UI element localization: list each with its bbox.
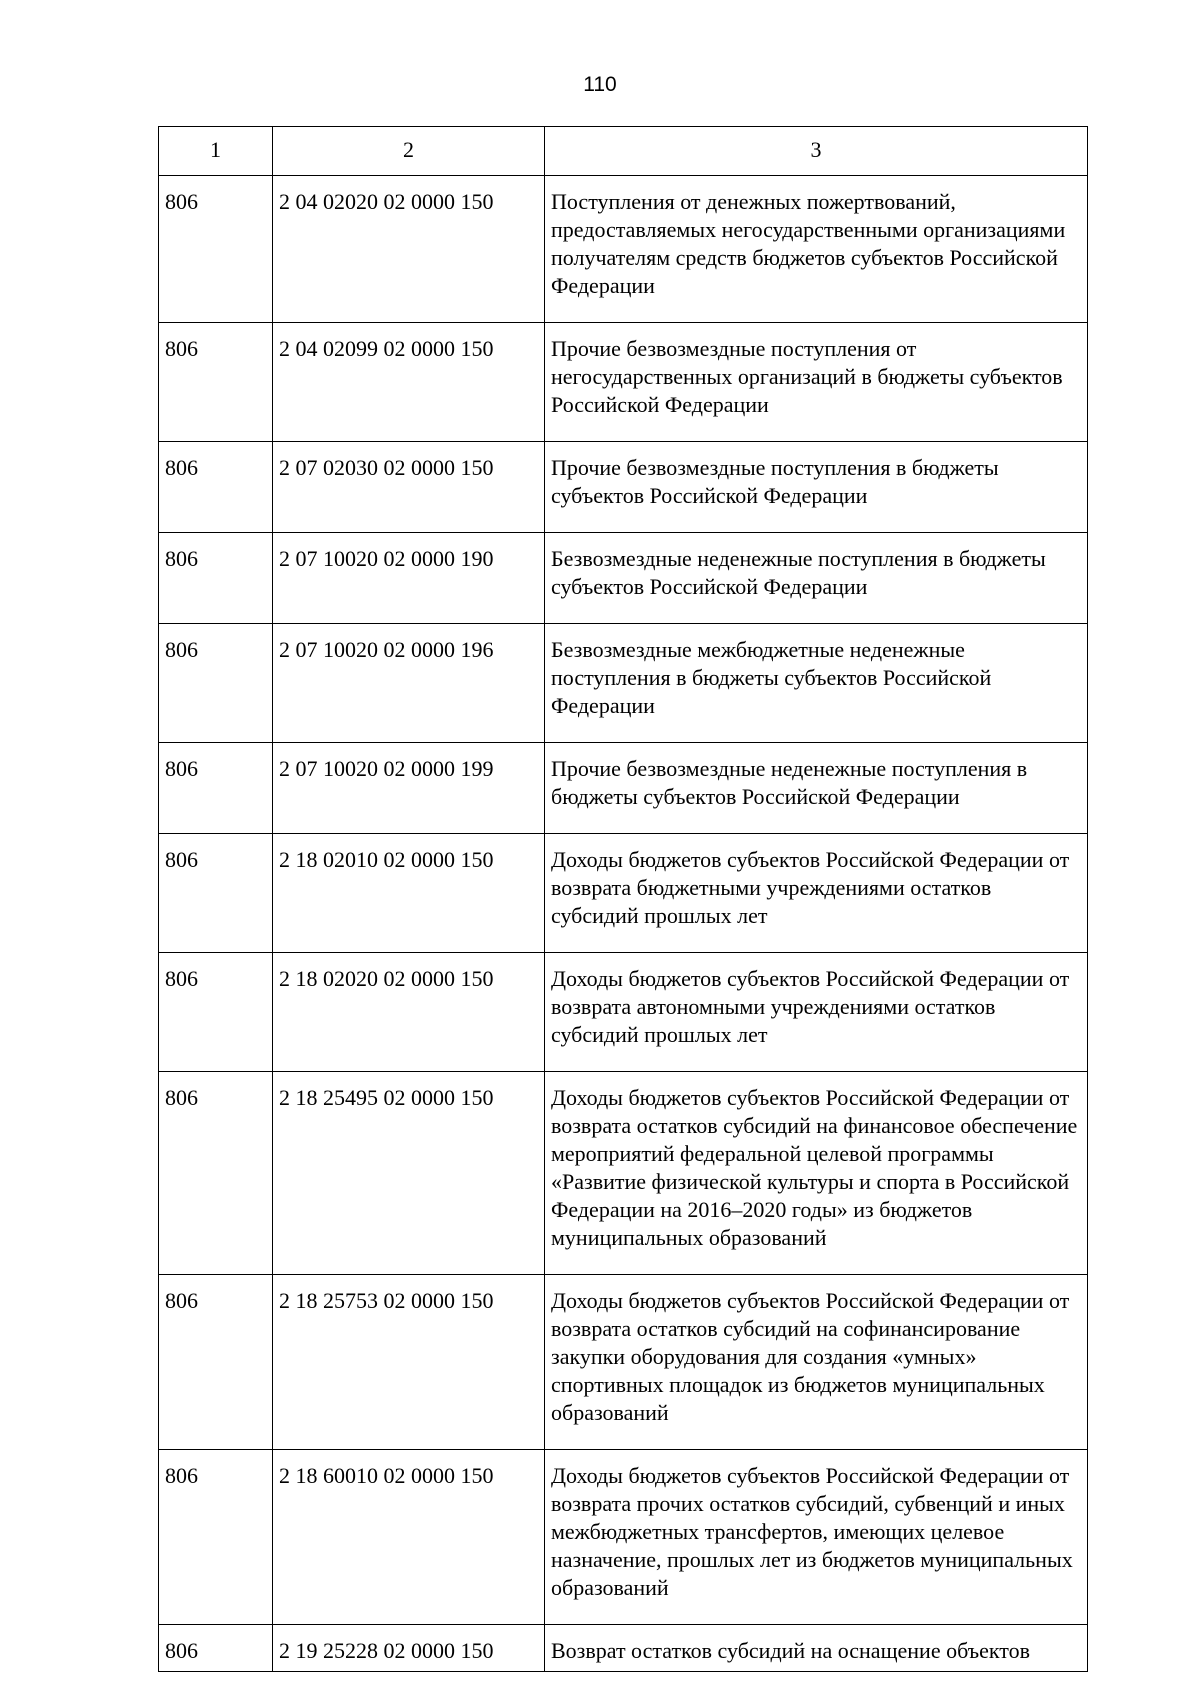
- revenue-name-cell: Прочие безвозмездные неденежные поступления в бюджеты субъектов Российской Федерации: [545, 743, 1088, 834]
- revenue-code-cell: 2 18 25495 02 0000 150: [273, 1072, 545, 1275]
- table-row: [159, 442, 1088, 533]
- table-row: [159, 624, 1088, 743]
- revenue-code-cell: 2 04 02020 02 0000 150: [273, 176, 545, 323]
- admin-code-cell: 806: [159, 953, 273, 1072]
- table-row: [159, 176, 1088, 323]
- table-row: [159, 533, 1088, 624]
- revenue-code-cell: 2 18 02020 02 0000 150: [273, 953, 545, 1072]
- table-row: [159, 323, 1088, 442]
- table-header: [159, 127, 1088, 176]
- revenue-name-cell: Доходы бюджетов субъектов Российской Федерации от возврата автономными учреждениями остатков субсидий прошлых лет: [545, 953, 1088, 1072]
- admin-code-cell: 806: [159, 1625, 273, 1672]
- admin-code-cell: 806: [159, 624, 273, 743]
- table-row: [159, 1072, 1088, 1275]
- revenue-code-cell: 2 18 25753 02 0000 150: [273, 1275, 545, 1450]
- revenue-code-cell: 2 07 10020 02 0000 196: [273, 624, 545, 743]
- column-header-3: 3: [545, 127, 1088, 176]
- admin-code-cell: 806: [159, 176, 273, 323]
- revenue-codes-table: [158, 126, 1088, 1672]
- revenue-name-cell: Доходы бюджетов субъектов Российской Федерации от возврата бюджетными учреждениями остатков субсидий прошлых лет: [545, 834, 1088, 953]
- admin-code-cell: 806: [159, 743, 273, 834]
- table-row: [159, 1450, 1088, 1625]
- header-row: [159, 127, 1088, 176]
- revenue-name-cell: Безвозмездные неденежные поступления в бюджеты субъектов Российской Федерации: [545, 533, 1088, 624]
- revenue-code-cell: 2 18 60010 02 0000 150: [273, 1450, 545, 1625]
- revenue-code-cell: 2 18 02010 02 0000 150: [273, 834, 545, 953]
- revenue-code-cell: 2 07 10020 02 0000 190: [273, 533, 545, 624]
- table-row: [159, 1275, 1088, 1450]
- admin-code-cell: 806: [159, 323, 273, 442]
- revenue-code-cell: 2 04 02099 02 0000 150: [273, 323, 545, 442]
- admin-code-cell: 806: [159, 1275, 273, 1450]
- admin-code-cell: 806: [159, 834, 273, 953]
- revenue-name-cell: Доходы бюджетов субъектов Российской Федерации от возврата остатков субсидий на софинансирование закупки оборудования для создания «умных» спортивных площадок из бюджетов муниципальных образований: [545, 1275, 1088, 1450]
- table-row: [159, 743, 1088, 834]
- column-header-1: 1: [159, 127, 273, 176]
- admin-code-cell: 806: [159, 1450, 273, 1625]
- revenue-code-cell: 2 07 10020 02 0000 199: [273, 743, 545, 834]
- column-header-2: 2: [273, 127, 545, 176]
- revenue-name-cell: Поступления от денежных пожертвований, предоставляемых негосударственными организациями получателям средств бюджетов субъектов Российской Федерации: [545, 176, 1088, 323]
- table-body: [159, 176, 1088, 1672]
- admin-code-cell: 806: [159, 442, 273, 533]
- revenue-name-cell: Доходы бюджетов субъектов Российской Федерации от возврата остатков субсидий на финансовое обеспечение мероприятий федеральной целевой программы «Развитие физической культуры и спорта в Российской Федерации на 2016–2020 годы» из бюджетов муниципальных образований: [545, 1072, 1088, 1275]
- table-row: [159, 953, 1088, 1072]
- revenue-name-cell: Безвозмездные межбюджетные неденежные поступления в бюджеты субъектов Российской Федерации: [545, 624, 1088, 743]
- revenue-name-cell: Доходы бюджетов субъектов Российской Федерации от возврата прочих остатков субсидий, субвенций и иных межбюджетных трансфертов, имеющих целевое назначение, прошлых лет из бюджетов муниципальных образований: [545, 1450, 1088, 1625]
- admin-code-cell: 806: [159, 533, 273, 624]
- revenue-name-cell: Возврат остатков субсидий на оснащение объектов: [545, 1625, 1088, 1672]
- revenue-name-cell: Прочие безвозмездные поступления в бюджеты субъектов Российской Федерации: [545, 442, 1088, 533]
- table-row: [159, 834, 1088, 953]
- admin-code-cell: 806: [159, 1072, 273, 1275]
- revenue-name-cell: Прочие безвозмездные поступления от негосударственных организаций в бюджеты субъектов Российской Федерации: [545, 323, 1088, 442]
- page-number: 110: [583, 73, 617, 96]
- table-row: [159, 1625, 1088, 1672]
- revenue-code-cell: 2 07 02030 02 0000 150: [273, 442, 545, 533]
- revenue-code-cell: 2 19 25228 02 0000 150: [273, 1625, 545, 1672]
